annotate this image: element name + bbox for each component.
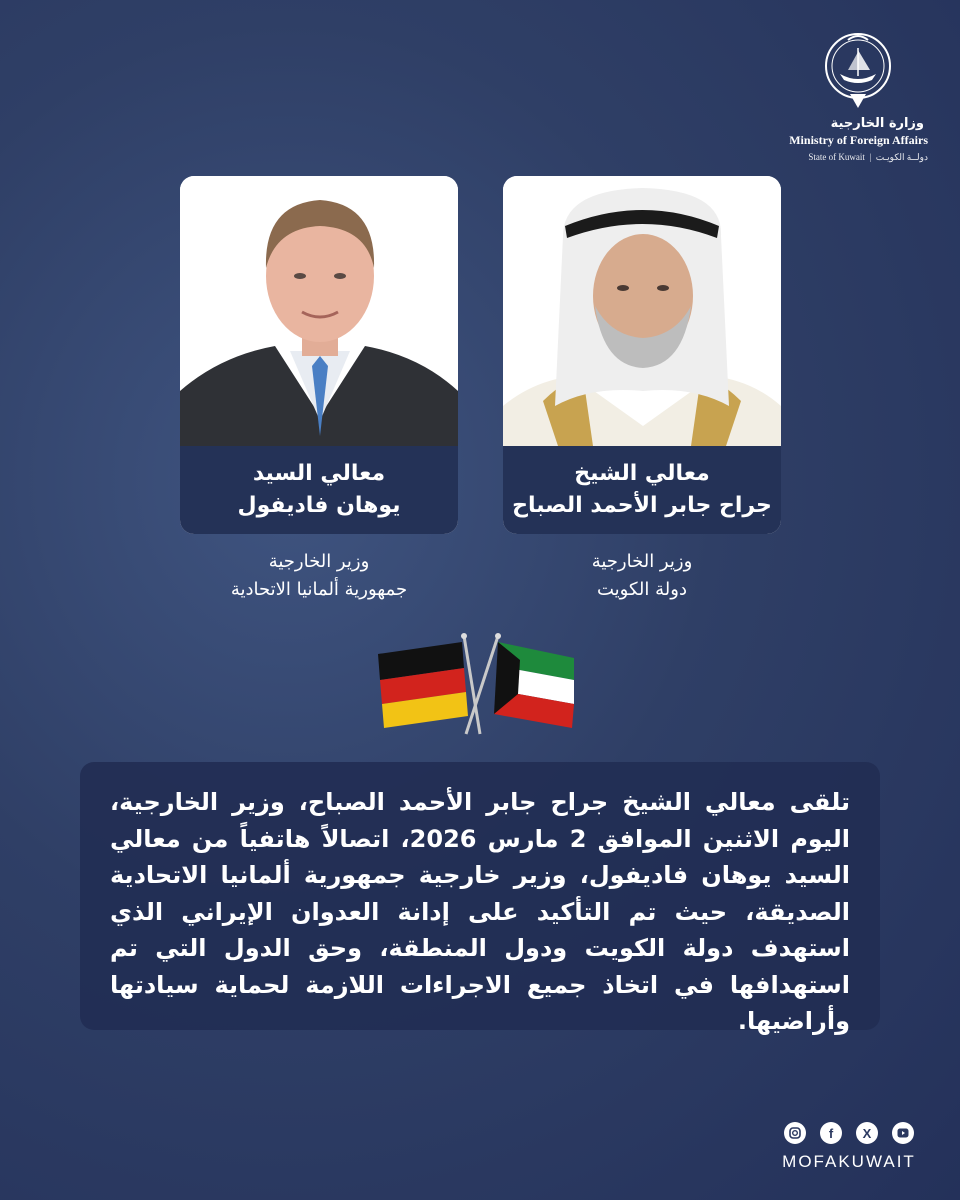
ministry-subtitle [758, 152, 928, 163]
name-bar-germany [180, 446, 458, 534]
crossed-flags-icon [372, 630, 582, 740]
name-kuwait: جراح جابر الأحمد الصباح [512, 493, 772, 518]
state-of-kuwait-arabic: دولــة الكويـت [875, 152, 928, 162]
statement-panel [80, 762, 880, 1035]
social-icons [774, 1122, 924, 1144]
person-card-germany [180, 176, 458, 534]
name-bar-kuwait [503, 446, 781, 534]
ministry-logo [758, 30, 928, 163]
kuwaiti-minister-portrait [503, 176, 781, 446]
country-kuwait: دولة الكويت [597, 579, 687, 600]
title-germany [180, 548, 458, 604]
social-links [774, 1122, 924, 1172]
instagram-icon[interactable] [784, 1122, 806, 1144]
ministry-title-english: Ministry of Foreign Affairs [789, 133, 928, 147]
role-germany: وزير الخارجية [268, 551, 370, 572]
state-of-kuwait-english: State of Kuwait [808, 152, 865, 162]
ministry-title-arabic: وزارة الخارجية [830, 116, 924, 131]
youtube-icon[interactable] [892, 1122, 914, 1144]
germany-flag-icon [378, 642, 468, 728]
country-germany: جمهورية ألمانيا الاتحادية [230, 579, 408, 600]
kuwait-emblem-icon [818, 30, 898, 110]
social-handle: MOFAKUWAIT [782, 1152, 916, 1171]
facebook-icon[interactable]: f [820, 1122, 842, 1144]
kuwait-flag-icon [494, 642, 574, 728]
x-icon[interactable]: X [856, 1122, 878, 1144]
person-card-kuwait [503, 176, 781, 534]
title-kuwait [503, 548, 781, 604]
statement-text: تلقى معالي الشيخ جراح جابر الأحمد الصباح، وزير الخارجية، اليوم الاثنين الموافق 2 مارس 2026، اتصالاً هاتفياً من معالي السيد يوهان فاديفول، وزير خارجية جمهورية ألمانيا الاتحادية الصديقة، حيث تم التأكيد على إدانة العدوان الإيراني الذي استهدف دولة الكويت ودول المنطقة، وحق الدول التي تم استهدافها في اتخاذ جميع الاجراءات اللازمة لحماية سيادتها وأراضيها. [110, 788, 850, 1035]
german-minister-portrait [180, 176, 458, 446]
separator: | [867, 152, 874, 162]
name-germany: يوهان فاديفول [237, 493, 401, 518]
honorific-kuwait: معالي الشيخ [574, 461, 710, 486]
honorific-germany: معالي السيد [252, 461, 386, 486]
role-kuwait: وزير الخارجية [591, 551, 693, 572]
